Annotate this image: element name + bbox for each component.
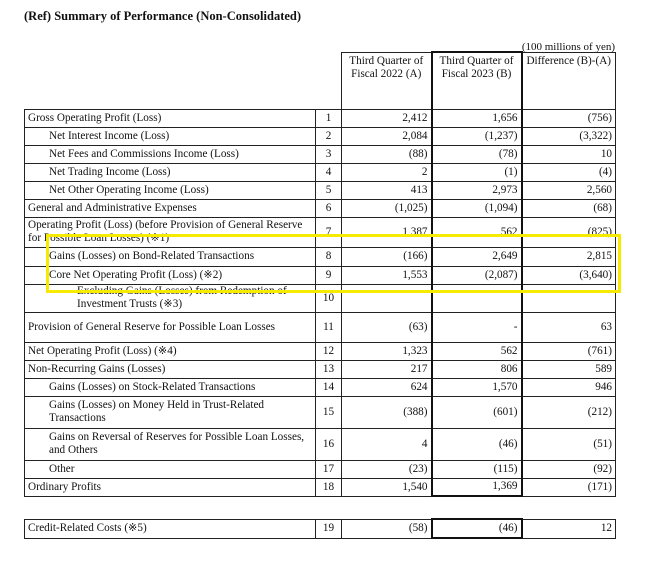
value-diff: (3,640) bbox=[522, 266, 616, 284]
row-label: Excluding Gains (Losses) from Redemption of Investment Trusts (※3) bbox=[77, 285, 287, 310]
table-row bbox=[25, 247, 616, 266]
header-col-a: Third Quarter of Fiscal 2022 (A) bbox=[342, 52, 432, 109]
value-b: 1,656 bbox=[432, 109, 522, 127]
row-label: Ordinary Profits bbox=[25, 478, 316, 496]
value-a: (166) bbox=[342, 247, 432, 266]
value-a: (388) bbox=[342, 396, 432, 428]
row-label: Gross Operating Profit (Loss) bbox=[25, 109, 316, 127]
value-a: 1,387 bbox=[342, 217, 432, 247]
table-row bbox=[25, 127, 616, 145]
row-label: Net Operating Profit (Loss) (※4) bbox=[25, 342, 316, 360]
table-row bbox=[25, 199, 616, 217]
row-number: 10 bbox=[316, 284, 342, 312]
table-row bbox=[25, 266, 616, 284]
page-title: (Ref) Summary of Performance (Non-Consolidated) bbox=[24, 9, 302, 23]
row-number: 19 bbox=[316, 519, 342, 538]
row-number: 17 bbox=[316, 460, 342, 478]
row-number: 3 bbox=[316, 145, 342, 163]
table-row bbox=[25, 478, 616, 496]
value-a: 2,084 bbox=[342, 127, 432, 145]
row-number: 16 bbox=[316, 428, 342, 460]
header-col-b: Third Quarter of Fiscal 2023 (B) bbox=[432, 52, 522, 109]
row-number: 18 bbox=[316, 478, 342, 496]
value-a: 2,412 bbox=[342, 109, 432, 127]
value-b: 562 bbox=[432, 342, 522, 360]
value-diff: (68) bbox=[522, 199, 616, 217]
value-b: (601) bbox=[432, 396, 522, 428]
row-label: Gains on Reversal of Reserves for Possible Loan Losses, and Others bbox=[25, 428, 316, 460]
value-a: (1,025) bbox=[342, 199, 432, 217]
table-row bbox=[25, 342, 616, 360]
value-diff: 589 bbox=[522, 360, 616, 378]
row-label: Gains (Losses) on Money Held in Trust-Related Transactions bbox=[25, 396, 316, 428]
value-a: (58) bbox=[342, 519, 432, 538]
row-number: 1 bbox=[316, 109, 342, 127]
value-diff: 2,815 bbox=[522, 247, 616, 266]
value-diff: 10 bbox=[522, 145, 616, 163]
value-a: (88) bbox=[342, 145, 432, 163]
row-number: 7 bbox=[316, 217, 342, 247]
row-label: Gains (Losses) on Bond-Related Transactions bbox=[25, 247, 316, 266]
value-a bbox=[342, 284, 432, 312]
value-b: (1,237) bbox=[432, 127, 522, 145]
value-b: 1,570 bbox=[432, 378, 522, 396]
value-b: 806 bbox=[432, 360, 522, 378]
value-diff: 63 bbox=[522, 312, 616, 342]
value-a: 1,323 bbox=[342, 342, 432, 360]
row-label: Core Net Operating Profit (Loss) (※2) bbox=[25, 266, 316, 284]
row-number: 11 bbox=[316, 312, 342, 342]
value-b: 2,649 bbox=[432, 247, 522, 266]
value-b: (1,094) bbox=[432, 199, 522, 217]
table-row bbox=[25, 378, 616, 396]
value-diff: (92) bbox=[522, 460, 616, 478]
value-b: 1,369 bbox=[432, 478, 522, 496]
value-diff: (212) bbox=[522, 396, 616, 428]
value-diff: (4) bbox=[522, 163, 616, 181]
value-diff: 12 bbox=[522, 519, 616, 538]
value-b: - bbox=[432, 312, 522, 342]
header-col-diff: Difference (B)-(A) bbox=[522, 52, 616, 109]
row-number: 14 bbox=[316, 378, 342, 396]
value-diff: (761) bbox=[522, 342, 616, 360]
table-row bbox=[25, 396, 616, 428]
row-number: 2 bbox=[316, 127, 342, 145]
value-diff: (51) bbox=[522, 428, 616, 460]
row-label: Other bbox=[25, 460, 316, 478]
value-diff: (171) bbox=[522, 478, 616, 496]
row-number: 5 bbox=[316, 181, 342, 199]
row-label: Credit-Related Costs (※5) bbox=[25, 519, 316, 538]
table-row bbox=[25, 460, 616, 478]
table-row bbox=[25, 145, 616, 163]
row-number: 13 bbox=[316, 360, 342, 378]
table-row bbox=[25, 312, 616, 342]
value-diff: 946 bbox=[522, 378, 616, 396]
value-a: 4 bbox=[342, 428, 432, 460]
value-b: (1) bbox=[432, 163, 522, 181]
value-b: (46) bbox=[432, 428, 522, 460]
value-a: 413 bbox=[342, 181, 432, 199]
row-label: Provision of General Reserve for Possible Loan Losses bbox=[25, 312, 316, 342]
unit-label: (100 millions of yen) bbox=[521, 41, 615, 53]
table-row bbox=[25, 360, 616, 378]
value-a: 1,553 bbox=[342, 266, 432, 284]
row-label: General and Administrative Expenses bbox=[25, 199, 316, 217]
value-a: 217 bbox=[342, 360, 432, 378]
table-row bbox=[25, 217, 616, 247]
performance-table bbox=[24, 51, 616, 497]
value-a: (63) bbox=[342, 312, 432, 342]
table-row bbox=[25, 284, 616, 312]
row-label: Net Interest Income (Loss) bbox=[25, 127, 316, 145]
table-row bbox=[25, 181, 616, 199]
value-b: 562 bbox=[432, 217, 522, 247]
value-a: 2 bbox=[342, 163, 432, 181]
table-row bbox=[25, 519, 616, 538]
row-label: Gains (Losses) on Stock-Related Transactions bbox=[25, 378, 316, 396]
row-number: 8 bbox=[316, 247, 342, 266]
value-b: (78) bbox=[432, 145, 522, 163]
credit-costs-table bbox=[24, 518, 616, 539]
value-b: (46) bbox=[432, 519, 522, 538]
value-a: 624 bbox=[342, 378, 432, 396]
value-diff: (756) bbox=[522, 109, 616, 127]
value-a: (23) bbox=[342, 460, 432, 478]
row-number: 9 bbox=[316, 266, 342, 284]
value-diff: 2,560 bbox=[522, 181, 616, 199]
row-label: Net Other Operating Income (Loss) bbox=[25, 181, 316, 199]
row-label: Non-Recurring Gains (Losses) bbox=[25, 360, 316, 378]
value-diff bbox=[522, 284, 616, 312]
row-label: Operating Profit (Loss) (before Provision of General Reserve for Possible Loan Losses) (※1) bbox=[28, 219, 303, 244]
table-row bbox=[25, 109, 616, 127]
row-number: 4 bbox=[316, 163, 342, 181]
value-a: 1,540 bbox=[342, 478, 432, 496]
value-diff: (3,322) bbox=[522, 127, 616, 145]
value-b bbox=[432, 284, 522, 312]
value-b: 2,973 bbox=[432, 181, 522, 199]
value-b: (115) bbox=[432, 460, 522, 478]
row-number: 6 bbox=[316, 199, 342, 217]
value-diff: (825) bbox=[522, 217, 616, 247]
table-row bbox=[25, 163, 616, 181]
table-row bbox=[25, 428, 616, 460]
row-label: Net Fees and Commissions Income (Loss) bbox=[25, 145, 316, 163]
row-label: Net Trading Income (Loss) bbox=[25, 163, 316, 181]
value-b: (2,087) bbox=[432, 266, 522, 284]
row-number: 12 bbox=[316, 342, 342, 360]
row-number: 15 bbox=[316, 396, 342, 428]
